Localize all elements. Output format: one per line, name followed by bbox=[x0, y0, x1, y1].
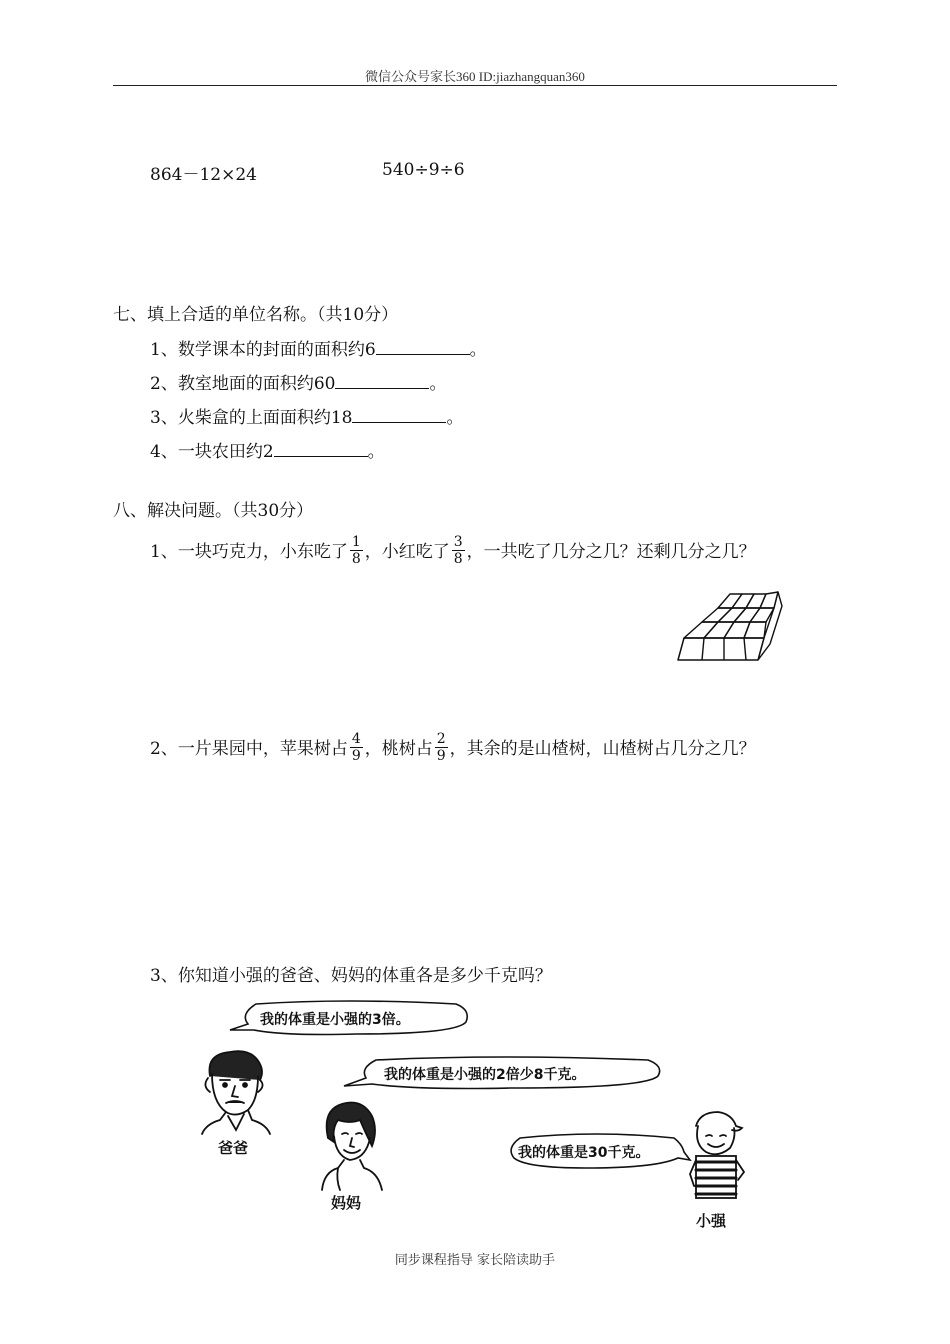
answer-blank[interactable] bbox=[274, 440, 368, 457]
item-text: 3、火柴盒的上面面积约18 bbox=[150, 408, 353, 428]
question-2 bbox=[150, 733, 756, 766]
fraction bbox=[350, 731, 363, 764]
page-footer: 同步课程指导 家长陪读助手 bbox=[394, 1253, 556, 1268]
fraction-denominator: 9 bbox=[351, 748, 361, 764]
answer-blank[interactable] bbox=[335, 372, 429, 389]
question-1 bbox=[150, 536, 756, 569]
fraction bbox=[452, 534, 465, 567]
fraction-numerator: 1 bbox=[351, 534, 361, 550]
fraction-denominator: 8 bbox=[351, 551, 361, 567]
item-suffix: 。 bbox=[469, 340, 487, 360]
question-text: ，桃树占 bbox=[364, 739, 433, 759]
chocolate-bar-illustration bbox=[674, 586, 786, 664]
bubble-text-dad: 我的体重是小强的3倍。 bbox=[260, 1012, 410, 1028]
fraction-denominator: 9 bbox=[436, 748, 446, 764]
label-mom: 妈妈 bbox=[331, 1194, 362, 1212]
question-text: ，其余的是山楂树，山楂树占几分之几？ bbox=[449, 739, 756, 759]
header-rule bbox=[113, 85, 837, 86]
question-text: 1、一块巧克力，小东吃了 bbox=[150, 542, 348, 562]
question-text: 2、一片果园中，苹果树占 bbox=[150, 739, 348, 759]
section-7-item-3 bbox=[150, 403, 463, 428]
item-suffix: 。 bbox=[446, 408, 464, 428]
bubble-text-mom: 我的体重是小强的2倍少8千克。 bbox=[384, 1067, 586, 1083]
fraction bbox=[435, 731, 448, 764]
kid-illustration bbox=[682, 1106, 750, 1202]
question-3: 3、你知道小强的爸爸、妈妈的体重各是多少千克吗？ bbox=[150, 966, 552, 986]
item-suffix: 。 bbox=[367, 442, 385, 462]
section-7-item-1 bbox=[150, 335, 487, 360]
section-8-title: 八、解决问题。（共30分） bbox=[113, 501, 314, 521]
fraction-numerator: 2 bbox=[436, 731, 446, 747]
dad-illustration bbox=[196, 1046, 276, 1136]
fraction-numerator: 4 bbox=[351, 731, 361, 747]
calc-expression-1: 864－12×24 bbox=[150, 165, 257, 185]
item-suffix: 。 bbox=[429, 374, 447, 394]
calc-expression-2: 540÷9÷6 bbox=[382, 160, 465, 180]
question-text: ，一共吃了几分之几？还剩几分之几？ bbox=[466, 542, 756, 562]
fraction-numerator: 3 bbox=[453, 534, 463, 550]
item-text: 2、教室地面的面积约60 bbox=[150, 374, 336, 394]
fraction bbox=[350, 534, 363, 567]
section-7-item-4 bbox=[150, 437, 385, 462]
bubble-text-kid: 我的体重是30千克。 bbox=[518, 1145, 650, 1161]
item-text: 1、数学课本的封面的面积约6 bbox=[150, 340, 376, 360]
answer-blank[interactable] bbox=[352, 406, 446, 423]
mom-illustration bbox=[316, 1096, 390, 1192]
fraction-denominator: 8 bbox=[453, 551, 463, 567]
question-text: ，小红吃了 bbox=[364, 542, 450, 562]
answer-blank[interactable] bbox=[376, 338, 470, 355]
label-dad: 爸爸 bbox=[218, 1139, 249, 1157]
section-7-item-2 bbox=[150, 369, 446, 394]
item-text: 4、一块农田约2 bbox=[150, 442, 274, 462]
label-kid: 小强 bbox=[696, 1212, 727, 1230]
section-7-title: 七、填上合适的单位名称。（共10分） bbox=[113, 305, 399, 325]
page-header: 微信公众号家长360 ID:jiazhangquan360 bbox=[365, 69, 585, 84]
